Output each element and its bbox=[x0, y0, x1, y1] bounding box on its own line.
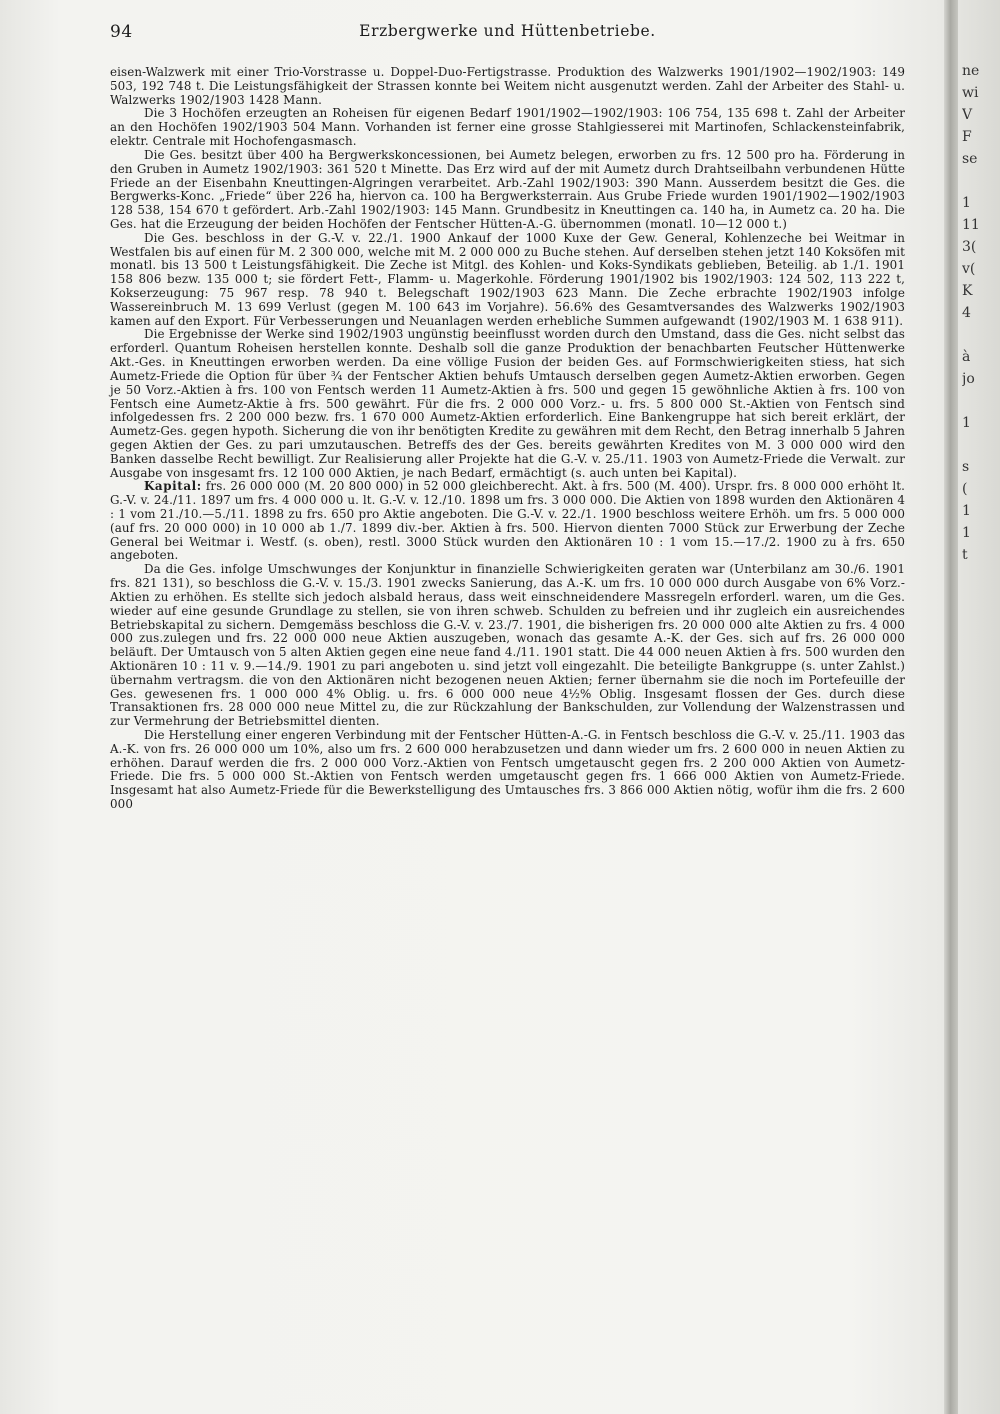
paragraph-ergebnisse: Die Ergebnisse der Werke sind 1902/1903 ungünstig beeinflusst worden durch den Umstand, dass die Ges. nicht selbst das erforderl. Quantum Roheisen herstellen konnte. Deshalb soll die ganze Produktion der benachbarten Feutscher Hüttenwerke Akt.-Ges. in Kneuttingen erworben werden. Da eine völlige Fusion der beiden Ges. auf Formschwierigkeiten stiess, hat sich Aumetz-Friede die Option für über ¾ der Fentscher Aktien behufs Umtausch derselben gegen Aumetz-Aktien erworben. Gegen je 50 Vorz.-Aktien à frs. 100 von Fentsch werden 11 Aumetz-Aktien à frs. 500 und gegen 15 gewöhnliche Aktien à frs. 100 von Fentsch eine Aumetz-Aktie à frs. 500 gewährt. Für die frs. 2 000 000 Vorz.- u. frs. 5 800 000 St.-Aktien von Fentsch sind infolgedessen frs. 2 200 000 bezw. frs. 1 670 000 Aumetz-Aktien erforderlich. Eine Bankengruppe hat sich bereit erklärt, der Aumetz-Ges. gegen hypoth. Sicherung die von ihr benötigten Kredite zu gewähren mit dem Recht, den Betrag innerhalb 5 Jahren gegen Aktien der Ges. zu pari umzutauschen. Betreffs des der Ges. bereits gewährten Kredites von M. 3 000 000 wird den Banken dasselbe Recht bewilligt. Zur Realisierung aller Projekte hat die G.-V. v. 25./11. 1903 von Aumetz-Friede die Verwalt. zur Ausgabe von insgesamt frs. 12 100 000 Aktien, je nach Bedarf, ermächtigt (s. auch unten bei Kapital). bbox=[110, 327, 905, 480]
next-page-fragment: 1 bbox=[962, 195, 971, 211]
paragraph-walzwerk: eisen-Walzwerk mit einer Trio-Vorstrasse u. Doppel-Duo-Fertigstrasse. Produktion des Walzwerks 1901/1902—1902/1903: 149 503, 192 748 t. Die Leistungsfähigkeit der Strassen konnte bei Weitem nicht ausgenutzt werden. Zahl der Arbeiter des Stahl- u. Walzwerks 1902/1903 1428 Mann. bbox=[110, 65, 905, 107]
page-number: 94 bbox=[110, 22, 133, 42]
paragraph-bergwerk: Die Ges. besitzt über 400 ha Bergwerkskoncessionen, bei Aumetz belegen, erworben zu frs. 12 500 pro ha. Förderung in den Gruben in Aumetz 1902/1903: 361 520 t Minette. Das Erz wird auf der mit Aumetz durch Drahtseilbahn verbundenen Hütte Friede an der Eisenbahn Kneuttingen-Algringen verarbeitet. Arb.-Zahl 1902/1903: 390 Mann. Ausserdem besitzt die Ges. die Bergwerks-Konc. „Friede“ über 226 ha, hiervon ca. 100 ha Bergwerksterrain. Aus Grube Friede wurden 1901/1902—1902/1903 128 538, 154 670 t gefördert. Arb.-Zahl 1902/1903: 145 Mann. Grundbesitz in Kneuttingen ca. 140 ha, in Aumetz ca. 20 ha. Die Ges. hat die Erzeugung der beiden Hochöfen der Fentscher Hütten-A.-G. übernommen (monatl. 10—12 000 t.) bbox=[110, 147, 905, 231]
paragraph-fentsch: Die Herstellung einer engeren Verbindung mit der Fentscher Hütten-A.-G. in Fentsch beschloss die G.-V. v. 25./11. 1903 das A.-K. von frs. 26 000 000 um 10%, also um frs. 2 600 000 herabzusetzen und dann wieder um frs. 2 600 000 in neuen Aktien zu erhöhen. Darauf werden die frs. 2 000 000 Vorz.-Aktien von Fentsch umgetauscht gegen frs. 2 200 000 Aktien von Aumetz-Friede. Die frs. 5 000 000 St.-Aktien von Fentsch werden umgetauscht gegen frs. 1 666 000 Aktien von Aumetz-Friede. Insgesamt hat also Aumetz-Friede für die Bewerkstelligung des Umtausches frs. 3 866 000 Aktien nötig, wofür ihm die frs. 2 600 000 bbox=[110, 728, 905, 812]
next-page-fragment bbox=[962, 170, 1000, 192]
next-page-fragment: à bbox=[962, 349, 971, 365]
next-page-fragment: s bbox=[962, 459, 970, 475]
next-page-fragment: K bbox=[962, 283, 973, 299]
next-page-fragment: jo bbox=[962, 371, 975, 387]
next-page-fragment: se bbox=[962, 151, 978, 167]
next-page-fragment: ne bbox=[962, 63, 980, 79]
next-page-fragment: 11 bbox=[962, 217, 980, 233]
paragraph-kapital bbox=[110, 480, 905, 563]
page-header bbox=[110, 22, 905, 46]
next-page-fragment: wi bbox=[962, 85, 979, 101]
next-page-edge bbox=[962, 60, 1000, 1360]
next-page-fragment: 1 bbox=[962, 525, 971, 541]
next-page-fragment: V bbox=[962, 107, 973, 123]
next-page-fragment: t bbox=[962, 547, 968, 563]
next-page-fragment bbox=[962, 324, 1000, 346]
book-gutter bbox=[944, 0, 958, 1414]
next-page-fragment: v( bbox=[962, 261, 976, 277]
next-page-fragment: 1 bbox=[962, 415, 971, 431]
next-page-fragment: F bbox=[962, 129, 972, 145]
next-page-fragment: ( bbox=[962, 481, 968, 497]
body-text bbox=[110, 66, 905, 812]
next-page-fragment bbox=[962, 390, 1000, 412]
next-page-fragment: 3( bbox=[962, 239, 977, 255]
paragraph-sanierung: Da die Ges. infolge Umschwunges der Konjunktur in finanzielle Schwierigkeiten geraten war (Unterbilanz am 30./6. 1901 frs. 821 131), so beschloss die G.-V. v. 15./3. 1901 zwecks Sanierung, das A.-K. um frs. 10 000 000 durch Ausgabe von 6% Vorz.-Aktien zu erhöhen. Es stellte sich jedoch alsbald heraus, dass weit einschneidendere Massregeln erforderl. waren, um die Ges. wieder auf eine gesunde Grundlage zu stellen, sie von ihren schweb. Schulden zu befreien und ihr zugleich ein ausreichendes Betriebskapital zu sichern. Demgemäss beschloss die G.-V. v. 23./7. 1901, die bisherigen frs. 20 000 000 alte Aktien zu frs. 4 000 000 zus.zulegen und frs. 22 000 000 neue Aktien auszugeben, wonach das gesamte A.-K. der Ges. sich auf frs. 26 000 000 beläuft. Der Umtausch von 5 alten Aktien gegen eine neue fand 4./11. 1901 statt. Die 44 000 neuen Aktien à frs. 500 wurden den Aktionären 10 : 11 v. 9.—14./9. 1901 zu pari angeboten u. sind jetzt voll eingezahlt. Die beteiligte Bankgruppe (s. unter Zahlst.) übernahm vertragsm. die von den Aktionären nicht bezogenen neuen Aktien; ferner übernahm sie die noch im Portefeuille der Ges. gewesenen frs. 1 000 000 4% Oblig. u. frs. 6 000 000 neue 4½% Oblig. Insgesamt flossen der Ges. durch diese Transaktionen frs. 28 000 000 neue Mittel zu, die zur Rückzahlung der Bankschulden, zur Vollendung der Walzenstrassen und zur Vermehrung der Betriebsmittel dienten. bbox=[110, 562, 905, 729]
running-title: Erzbergwerke und Hüttenbetriebe. bbox=[359, 22, 656, 40]
kapital-label: Kapital: bbox=[144, 479, 202, 494]
kapital-text: frs. 26 000 000 (M. 20 800 000) in 52 000 gleichberecht. Akt. à frs. 500 (M. 400). Urspr. frs. 8 000 000 erhöht lt. G.-V. v. 24./11. 1897 um frs. 4 000 000 u. lt. G.-V. v. 12./10. 1898 um frs. 3 000 000. Die Aktien von 1898 wurden den Aktionären 4 : 1 vom 21./10.—5./11. 1898 zu frs. 650 pro Aktie angeboten. Die G.-V. v. 22./1. 1900 beschloss weitere Erhöh. um frs. 5 000 000 (auf frs. 20 000 000) in 10 000 ab 1./7. 1899 div.-ber. Aktien à frs. 500. Hiervon dienten 7000 Stück zur Erwerbung der Zeche General bei Weitmar i. Westf. (s. oben), restl. 3000 Stück wurden den Aktionären 10 : 1 vom 15.—17./2. 1900 zu à frs. 650 angeboten. bbox=[110, 479, 905, 563]
paragraph-hochoefen: Die 3 Hochöfen erzeugten an Roheisen für eigenen Bedarf 1901/1902—1902/1903: 106 754, 135 698 t. Zahl der Arbeiter an den Hochöfen 1902/1903 504 Mann. Vorhanden ist ferner eine grosse Stahlgiesserei mit Martinofen, Schlackensteinfabrik, elektr. Centrale mit Hochofengasmasch. bbox=[110, 106, 905, 149]
next-page-fragment: 1 bbox=[962, 503, 971, 519]
paragraph-zeche-general: Die Ges. beschloss in der G.-V. v. 22./1. 1900 Ankauf der 1000 Kuxe der Gew. General, Kohlenzeche bei Weitmar in Westfalen bis auf einen für M. 2 300 000, welche mit M. 2 000 000 zu Buche stehen. Auf derselben stehen jetzt 140 Koksöfen mit monatl. bis 13 500 t Leistungsfähigkeit. Die Zeche ist Mitgl. des Kohlen- und Koks-Syndikats geblieben, Beteilig. ab 1./1. 1901 158 806 bezw. 135 000 t; sie fördert Fett-, Flamm- u. Magerkohle. Förderung 1901/1902 bis 1902/1903: 124 502, 113 222 t, Kokserzeugung: 75 967 resp. 78 940 t. Belegschaft 1902/1903 623 Mann. Die Zeche erbrachte 1902/1903 infolge Wassereinbruch M. 13 699 Verlust (gegen M. 100 643 im Vorjahre). 56.6% des Gesamtversandes des Walzwerks 1902/1903 kamen auf den Export. Für Verbesserungen und Neuanlagen werden erhebliche Summen aufgewandt (1902/1903 M. 1 638 911). bbox=[110, 230, 905, 328]
next-page-fragment bbox=[962, 434, 1000, 456]
next-page-fragment: 4 bbox=[962, 305, 971, 321]
